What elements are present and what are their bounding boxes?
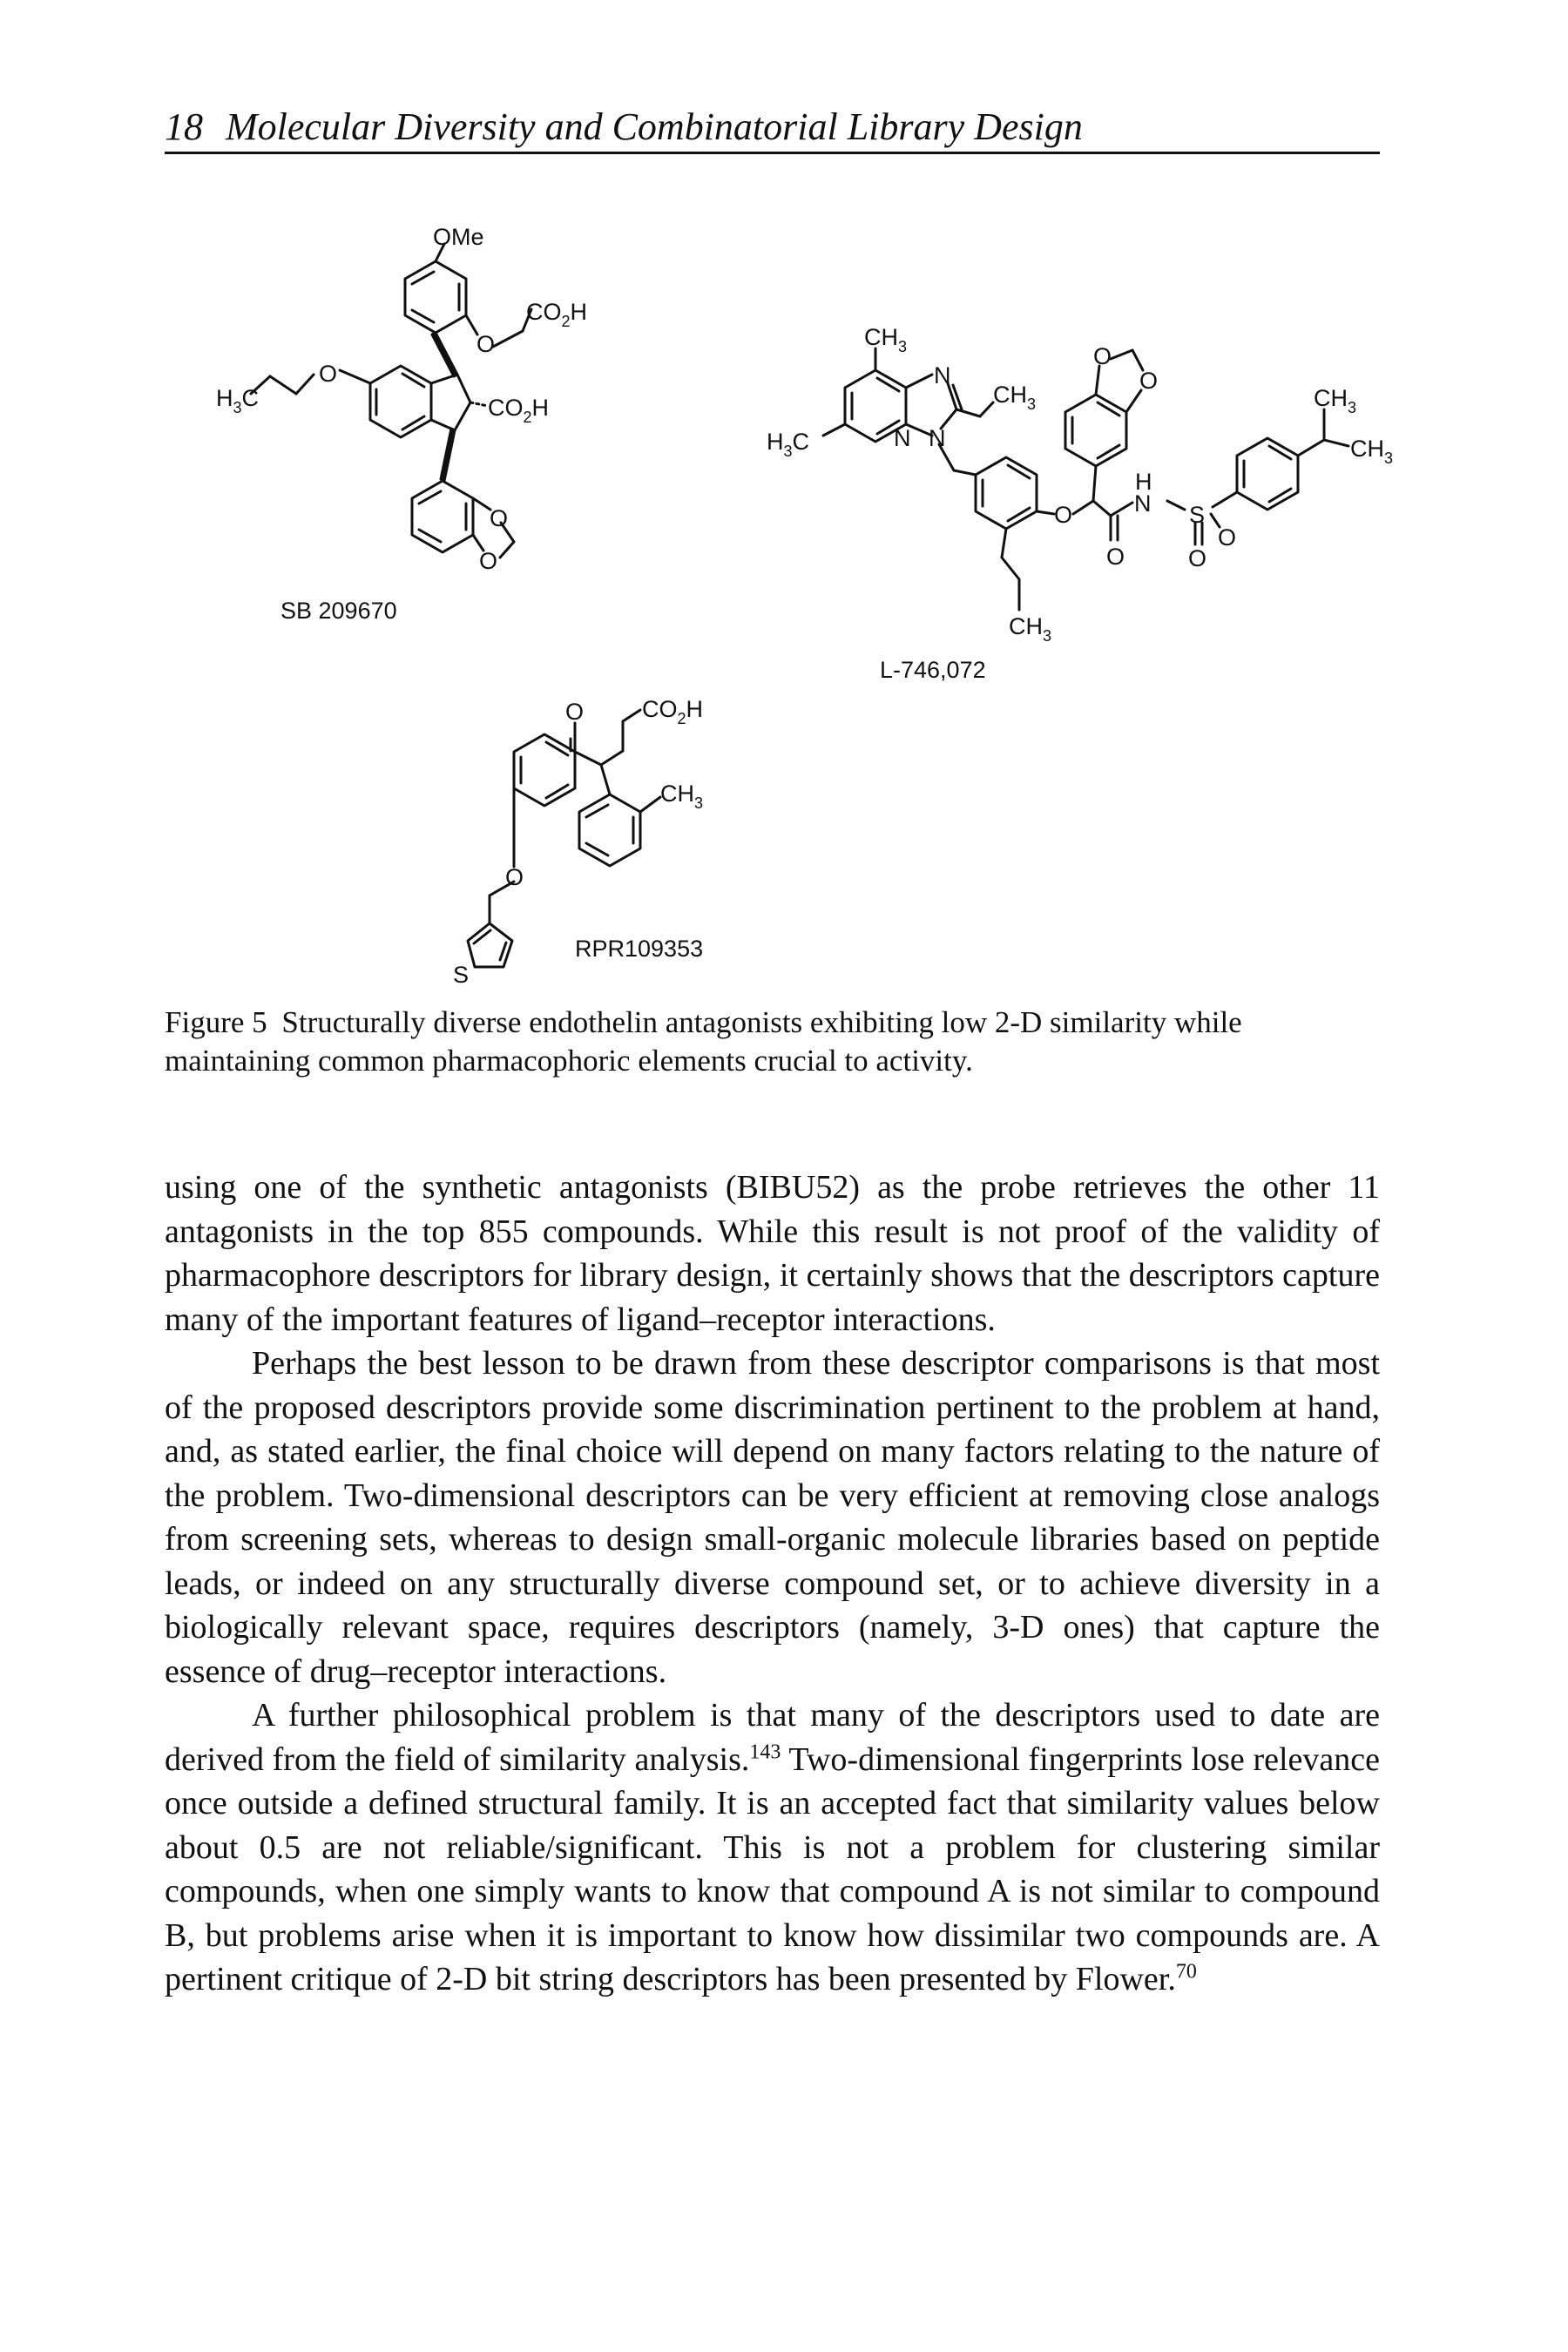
label-o-diox1: O (1093, 343, 1112, 369)
compound-name-sb209670: SB 209670 (280, 598, 397, 624)
label-h3c-left: $H_3C$ (767, 429, 810, 460)
label-ch3-ipr2: $CH_3$ (1350, 436, 1394, 467)
sb-ring-benzodioxole (412, 481, 473, 552)
label-o-so1: O (1188, 545, 1207, 571)
l-ring-benzodioxole (1065, 395, 1126, 466)
label-ch3-propyl: $CH_3$ (1009, 613, 1052, 645)
rpr-ring-phenyl (514, 734, 575, 806)
figure-caption (165, 1004, 1380, 1080)
figure-5 (0, 0, 1568, 1002)
label-ch3-ethyl: $CH_3$ (993, 382, 1037, 413)
paragraph-3-part-b: Two-dimensional fingerprints lose relevance once outside a defined structural family. It is an accepted fact that similarity values below about 0.5 are not reliable/significant. This is not a problem for clustering similar compounds, when one simply wants to know that compound A is not similar to compound B, but problems arise when it is important to know how dissimilar two compounds are. A pertinent critique of 2-D bit string descriptors has been presented by Flower. (165, 1740, 1381, 1997)
sb-ring-indane-benzo (370, 366, 431, 437)
running-title: Molecular Diversity and Combinatorial Library Design (226, 105, 1083, 148)
l-ring-isopropylphenyl (1237, 438, 1298, 510)
label-o-keto: O (565, 699, 585, 725)
paragraph-2: Perhaps the best lesson to be drawn from these descriptor comparisons is that most of the proposed descriptors provide some discrimination pertinent to the problem at hand, and, as stated earlier, the final choice will depend on many factors relating to the nature of the problem. Two-dimensional descriptors can be very efficient at removing close analogs from screening sets, whereas to design small-organic molecule libraries based on peptide leads, or indeed on any structurally diverse compound set, or to achieve diversity in a biologically relevant space, requires descriptors (namely, 3-D ones) that capture the essence of drug–receptor interactions. (165, 1345, 1380, 1690)
figure-label: Figure 5 (165, 1005, 267, 1039)
sb-wedge-bond-2 (441, 429, 455, 481)
label-co2h: $CO_2H$ (642, 696, 704, 727)
label-nh-h: H (1135, 469, 1152, 495)
sb-ring-methoxyphenyl (405, 261, 466, 333)
label-o-co: O (1106, 544, 1125, 570)
label-ome: OMe (433, 224, 484, 250)
label-o-chain: O (319, 361, 338, 387)
label-nh-n: N (1134, 490, 1152, 517)
label-ch3-ipr1: $CH_3$ (1314, 385, 1357, 416)
chemical-structures (0, 0, 1568, 1002)
compound-name-rpr109353: RPR109353 (575, 936, 704, 962)
figure-caption-text: Structurally diverse endothelin antagonists exhibiting low 2-D similarity while maintaining common pharmacophoric elements crucial to activity. (165, 1005, 1242, 1078)
l746072-structure (823, 348, 1348, 610)
label-o-diox1: O (490, 505, 509, 531)
page-number: 18 (165, 105, 203, 148)
compound-name-l746072: L-746,072 (880, 657, 986, 683)
l-ring-central-phenyl (976, 457, 1037, 529)
label-n3: N (929, 425, 946, 451)
paragraph-3 (165, 1693, 1380, 2002)
paragraph-3-part-a: A further philosophical problem is that many of the descriptors used to date are derived from the field of similarity analysis. (165, 1697, 1380, 1778)
rpr-ring-tolyl (579, 794, 640, 866)
label-o-ether: O (505, 864, 524, 890)
label-ch3: $CH_3$ (660, 781, 704, 812)
reference-70: 70 (1175, 1960, 1197, 1984)
rpr109353-structure (468, 710, 660, 967)
label-n1: N (934, 362, 951, 389)
label-h3c: $H_3C$ (216, 385, 260, 416)
label-s: S (453, 962, 470, 988)
label-n2: N (894, 425, 911, 451)
body-text (165, 1166, 1380, 2002)
reference-143: 143 (749, 1740, 781, 1763)
label-o-so2: O (1218, 524, 1237, 551)
paragraph-1: using one of the synthetic antagonists (BIBU52) as the probe retrieves the other 11 antagonists in the top 855 compounds. While this result is not proof of the validity of pharmacophore descriptors for library design, it certainly shows that the descriptors capture many of the important features of ligand–receptor interactions. (165, 1169, 1380, 1338)
label-o-ether: O (476, 331, 496, 357)
label-o-diox2: O (479, 548, 498, 574)
label-co2h-top: $CO_2H$ (526, 299, 588, 330)
label-s: S (1189, 502, 1206, 528)
label-ch3-top: $CH_3$ (864, 324, 908, 355)
sb209670-labels (216, 224, 587, 624)
sb-wedge-bond-1 (432, 333, 457, 376)
label-o-diox2: O (1139, 368, 1159, 394)
label-o-link: O (1054, 502, 1073, 528)
label-co2h-mid: $CO_2H$ (488, 395, 550, 426)
